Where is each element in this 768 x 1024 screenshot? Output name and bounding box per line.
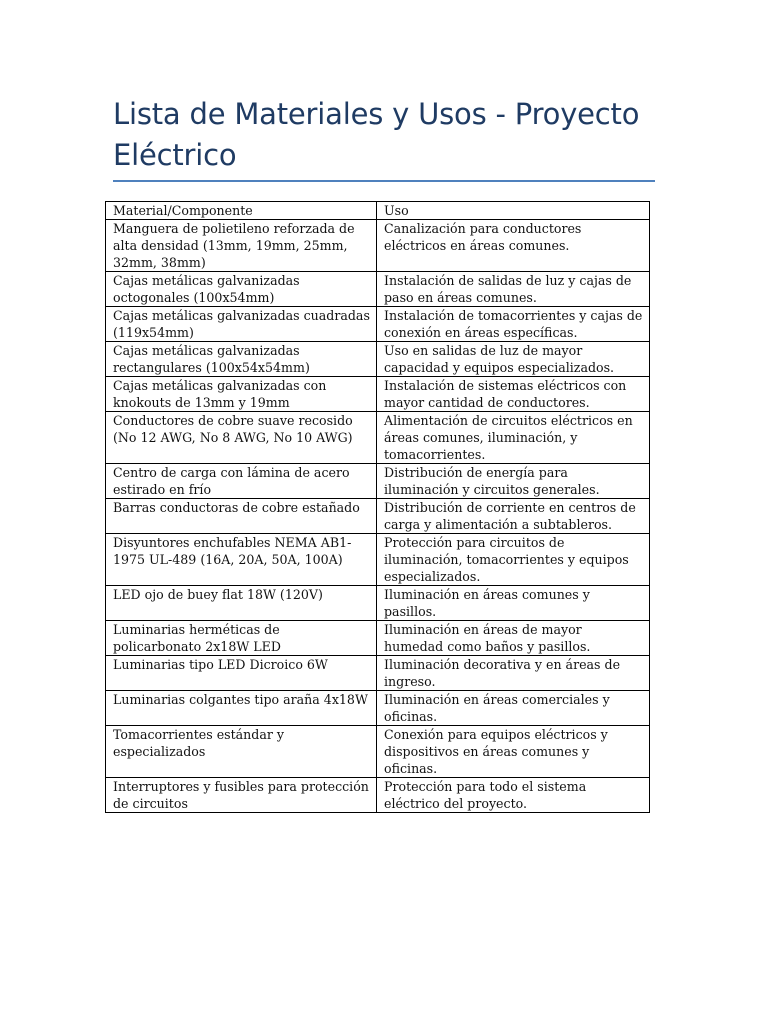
column-header-material: Material/Componente bbox=[106, 202, 377, 220]
table-row bbox=[106, 778, 650, 813]
uso-cell: Protección para todo el sistema eléctrico del proyecto. bbox=[377, 778, 650, 813]
material-cell: Luminarias tipo LED Dicroico 6W bbox=[106, 656, 377, 691]
uso-cell: Canalización para conductores eléctricos en áreas comunes. bbox=[377, 220, 650, 272]
material-cell: Luminarias colgantes tipo araña 4x18W bbox=[106, 691, 377, 726]
uso-cell: Distribución de energía para iluminación y circuitos generales. bbox=[377, 464, 650, 499]
material-cell: Interruptores y fusibles para protección de circuitos bbox=[106, 778, 377, 813]
table-row bbox=[106, 272, 650, 307]
materials-table bbox=[105, 201, 650, 813]
table-row bbox=[106, 377, 650, 412]
material-cell: Tomacorrientes estándar y especializados bbox=[106, 726, 377, 778]
table-row bbox=[106, 412, 650, 464]
material-cell: Cajas metálicas galvanizadas octogonales (100x54mm) bbox=[106, 272, 377, 307]
uso-cell: Iluminación en áreas comunes y pasillos. bbox=[377, 586, 650, 621]
material-cell: LED ojo de buey flat 18W (120V) bbox=[106, 586, 377, 621]
table-header-row bbox=[106, 202, 650, 220]
uso-cell: Alimentación de circuitos eléctricos en áreas comunes, iluminación, y tomacorrientes. bbox=[377, 412, 650, 464]
table-row bbox=[106, 307, 650, 342]
uso-cell: Instalación de salidas de luz y cajas de paso en áreas comunes. bbox=[377, 272, 650, 307]
table-row bbox=[106, 464, 650, 499]
uso-cell: Instalación de sistemas eléctricos con mayor cantidad de conductores. bbox=[377, 377, 650, 412]
material-cell: Cajas metálicas galvanizadas cuadradas (119x54mm) bbox=[106, 307, 377, 342]
material-cell: Manguera de polietileno reforzada de alta densidad (13mm, 19mm, 25mm, 32mm, 38mm) bbox=[106, 220, 377, 272]
uso-cell: Conexión para equipos eléctricos y dispositivos en áreas comunes y oficinas. bbox=[377, 726, 650, 778]
table-row bbox=[106, 691, 650, 726]
material-cell: Luminarias herméticas de policarbonato 2x18W LED bbox=[106, 621, 377, 656]
table-row bbox=[106, 342, 650, 377]
page-title-line-2: Eléctrico bbox=[113, 138, 237, 172]
uso-cell: Iluminación en áreas de mayor humedad como baños y pasillos. bbox=[377, 621, 650, 656]
uso-cell: Uso en salidas de luz de mayor capacidad y equipos especializados. bbox=[377, 342, 650, 377]
uso-cell: Iluminación decorativa y en áreas de ingreso. bbox=[377, 656, 650, 691]
material-cell: Disyuntores enchufables NEMA AB1-1975 UL-489 (16A, 20A, 50A, 100A) bbox=[106, 534, 377, 586]
material-cell: Cajas metálicas galvanizadas rectangulares (100x54x54mm) bbox=[106, 342, 377, 377]
table-row bbox=[106, 656, 650, 691]
table-row bbox=[106, 621, 650, 656]
table-row bbox=[106, 586, 650, 621]
table-row bbox=[106, 499, 650, 534]
page-title bbox=[113, 94, 673, 176]
title-underline bbox=[113, 180, 655, 182]
uso-cell: Instalación de tomacorrientes y cajas de conexión en áreas específicas. bbox=[377, 307, 650, 342]
material-cell: Conductores de cobre suave recosido (No 12 AWG, No 8 AWG, No 10 AWG) bbox=[106, 412, 377, 464]
column-header-uso: Uso bbox=[377, 202, 650, 220]
material-cell: Cajas metálicas galvanizadas con knokouts de 13mm y 19mm bbox=[106, 377, 377, 412]
table-row bbox=[106, 534, 650, 586]
table-row bbox=[106, 726, 650, 778]
page-title-line-1: Lista de Materiales y Usos - Proyecto bbox=[113, 97, 640, 131]
uso-cell: Protección para circuitos de iluminación, tomacorrientes y equipos especializados. bbox=[377, 534, 650, 586]
material-cell: Centro de carga con lámina de acero estirado en frío bbox=[106, 464, 377, 499]
material-cell: Barras conductoras de cobre estañado bbox=[106, 499, 377, 534]
table-row bbox=[106, 220, 650, 272]
uso-cell: Iluminación en áreas comerciales y oficinas. bbox=[377, 691, 650, 726]
uso-cell: Distribución de corriente en centros de carga y alimentación a subtableros. bbox=[377, 499, 650, 534]
